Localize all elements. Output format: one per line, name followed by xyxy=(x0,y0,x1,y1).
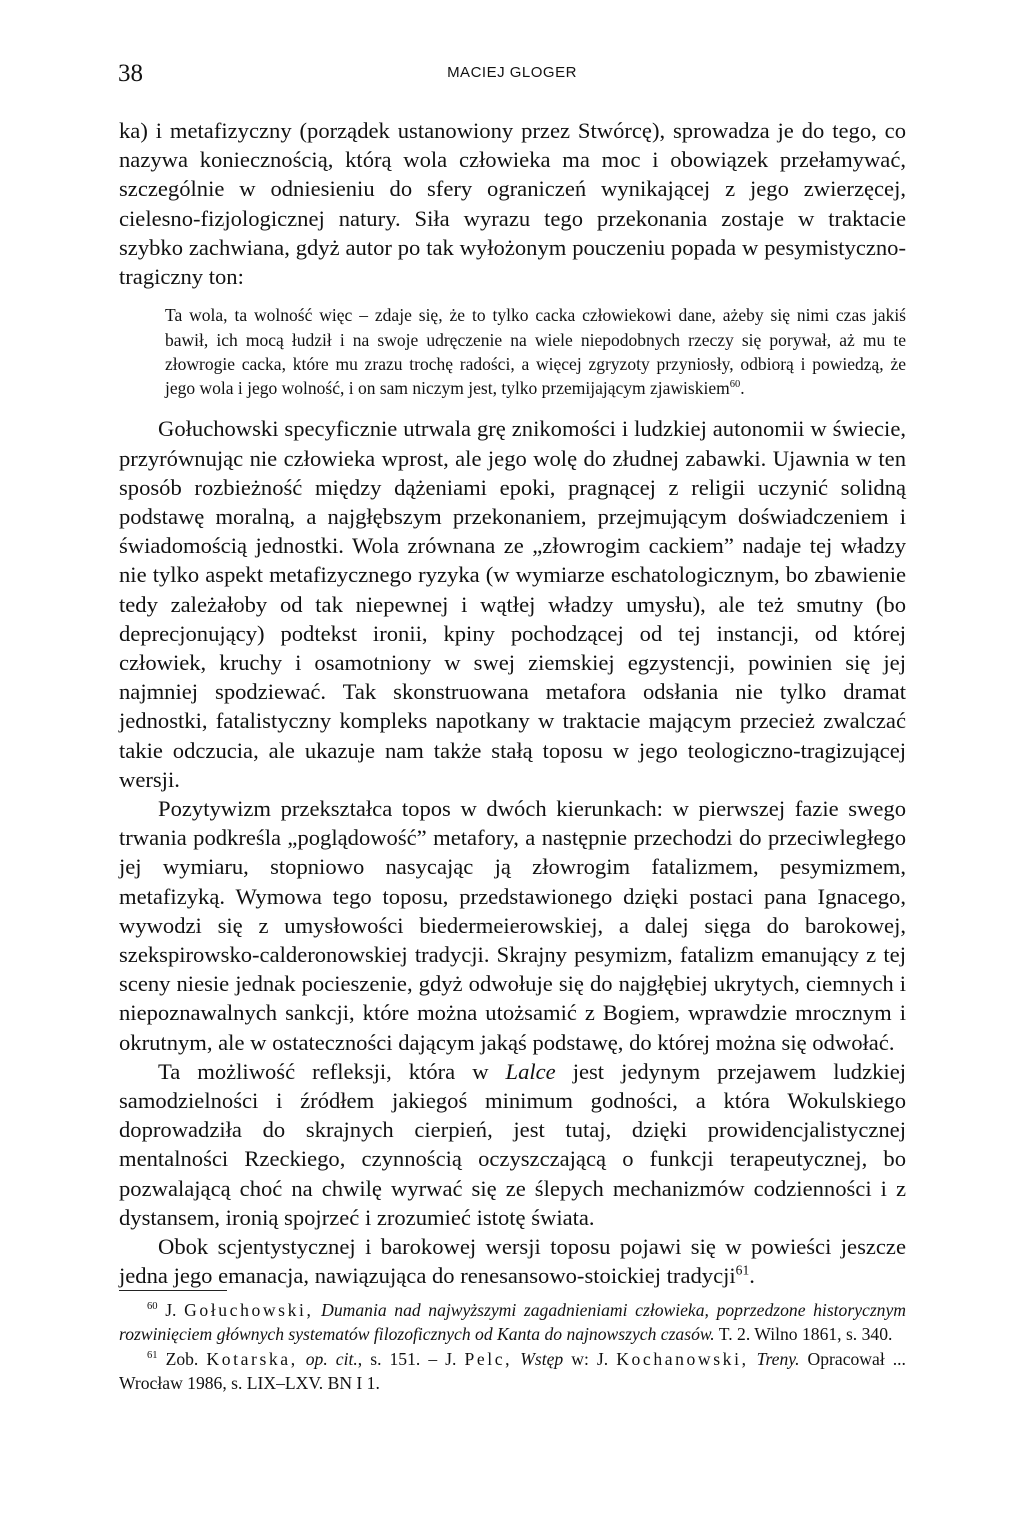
paragraph-3: Pozytywizm przekształca topos w dwóch kierunkach: w pierwszej fazie swego trwania podkreśla „poglądowość” metafory, a następnie przechodzi do przeciwległego jej wymiaru, stopniowo nasycając ją złowrogim fatalizmem, pesymizmem, metafizyką. Wymowa tego toposu, przedstawionego dzięki postaci pana Ignacego, wywodzi się z umysłowości biedermeierowskiej, a dalej sięga do barokowej, szekspirowsko-calderonowskiej tradycji. Skrajny pesymizm, fatalizm emanujący z tej sceny niesie jednak pocieszenie, gdyż odwołuje się do najgłębiej ukrytych, ciemnych i niepoznawalnych sankcji, które można utożsamić z Bogiem, wprawdzie mrocznym i okrutnym, ale w ostateczności dającym jakąś podstawę, do której można się odwołać. xyxy=(119,796,906,1055)
footnote-title: Dumania nad najwyższymi zagadnieniami człowieka, poprzedzone historycznym rozwinięciem głównych systematów filozoficznych od Kanta do najnowszych czasów. xyxy=(119,1300,906,1344)
footnote-title: Wstęp xyxy=(520,1349,564,1369)
title-lalka: Lalce xyxy=(505,1058,556,1084)
footnote-opcit: op. cit. xyxy=(305,1349,358,1369)
paragraph-5-text: Obok scjentystycznej i barokowej wersji toposu pojawi się w powieści jeszcze jedna jego emanacja, nawiązująca do renesansowo-stoickiej tradycji xyxy=(119,1234,906,1289)
footnote-60 xyxy=(119,1299,906,1346)
paragraph-1: ka) i metafizyczny (porządek ustanowiony przez Stwórcę), sprowadza je do tego, co nazywa koniecznością, którą wola człowieka ma moc i obowiązek przełamywać, szczególnie w odniesieniu do sfery ograniczeń wynikającej z jego zwierzęcej, cielesno-fizjologicznej natury. Siła wyrazu tego przekonania zostaje w traktacie szybko zachwiana, gdyż autor po tak wyłożonym pouczeniu popada w pesymistyczno-tragiczny ton: xyxy=(119,118,906,290)
paragraph-4-start: Ta możliwość refleksji, która w xyxy=(158,1058,506,1084)
footnote-number: 60 xyxy=(147,1301,158,1313)
footnote-text: Opracował ... Wrocław 1986, s. LIX–LXV. BN I 1. xyxy=(119,1349,906,1393)
footnote-rest: T. 2. Wilno 1861, s. 340. xyxy=(718,1323,893,1344)
footnote-title: Treny. xyxy=(756,1349,800,1369)
footnote-author: Gołuchowski, xyxy=(184,1300,314,1320)
paragraph-2: Gołuchowski specyficznie utrwala grę znikomości i ludzkiej autonomii w świecie, przyrównując nie człowieka wprost, ale jego wolę do złudnej zabawki. Ujawnia w ten sposób rozbieżność między dążeniami epoki, pragnącej z religii uczynić solidną podstawę moralną, a najgłębszym przekonaniem, przejmującym doświadczeniem i świadomością jednostki. Wola zrównana ze „złowrogim cackiem” nadaje tej władzy nie tylko aspekt metafizycznego ryzyka (w wymiarze eschatologicznym, bo zbawienie tedy zależałoby od tak niepewnej i wątłej władzy umysłu), ale też smutny (bo deprecjonujący) podtekst ironii, kpiny pochodzącej od tej instancji, od której człowiek, kruchy i osamotniony w swej ziemskiej egzystencji, powinien się jej najmniej spodziewać. Tak skonstruowana metafora odsłania nie tylko dramat jednostki, fatalistyczny kompleks napotkany w traktacie mającym przecież zwalczać takie odczucia, ale ukazuje nam także stałą toposu w jego teologiczno-tragizującej wersji. xyxy=(119,416,906,792)
page-number: 38 xyxy=(118,60,143,87)
footnote-divider xyxy=(119,1290,227,1291)
quote-end: . xyxy=(740,378,745,399)
footnotes xyxy=(119,1299,906,1397)
paragraph-4-end: jest jedynym przejawem ludzkiej samodzielności i źródłem jakiegoś minimum godności, a która Wokulskiego doprowadziła do skrajnych cierpień, jest tutaj, dzięki prowidencjalistycznej mentalności Rzeckiego, czynnością oczyszczającą o funkcji terapeutycznej, bo pozwalającą choć na chwilę wyrwać się ze ślepych mechanizmów codzienności i z dystansem, ironią spojrzeć i zrozumieć istotę świata. xyxy=(119,1058,907,1230)
paragraph-5-end: . xyxy=(749,1263,755,1289)
footnote-text: Zob. xyxy=(165,1349,199,1369)
footnote-author: Pelc, xyxy=(464,1349,513,1369)
footnote-author: Kochanowski, xyxy=(616,1349,749,1369)
body-text xyxy=(119,116,906,1291)
footnote-initial: J. xyxy=(165,1300,177,1320)
footnote-text: w: J. xyxy=(571,1349,609,1369)
footnote-61 xyxy=(119,1348,906,1395)
quote-text: Ta wola, ta wolność więc – zdaje się, że to tylko cacka człowiekowi dane, ażeby się nimi czas jakiś bawił, ich mocą łudził i na swoje udręczenie na wiele niepodobnych rzeczy się porywał, aż mu te złowrogie cacka, które mu zrazu trochę radości, a więcej zgryzoty przyniosły, odbiorą i powiedzą, że jego wola i jego wolność, i on sam niczym jest, tylko przemijającym zjawiskiem xyxy=(165,305,906,399)
footnote-number: 61 xyxy=(147,1350,158,1362)
paragraph-5 xyxy=(119,1232,906,1290)
footnote-author: Kotarska, xyxy=(206,1349,298,1369)
paragraph-4 xyxy=(119,1057,906,1232)
block-quote xyxy=(165,303,906,400)
footnote-text: , s. 151. – J. xyxy=(357,1349,457,1369)
running-head: MACIEJ GLOGER xyxy=(447,64,577,81)
footnote-ref-60[interactable]: 60 xyxy=(729,379,741,391)
footnote-ref-61[interactable]: 61 xyxy=(735,1262,750,1278)
